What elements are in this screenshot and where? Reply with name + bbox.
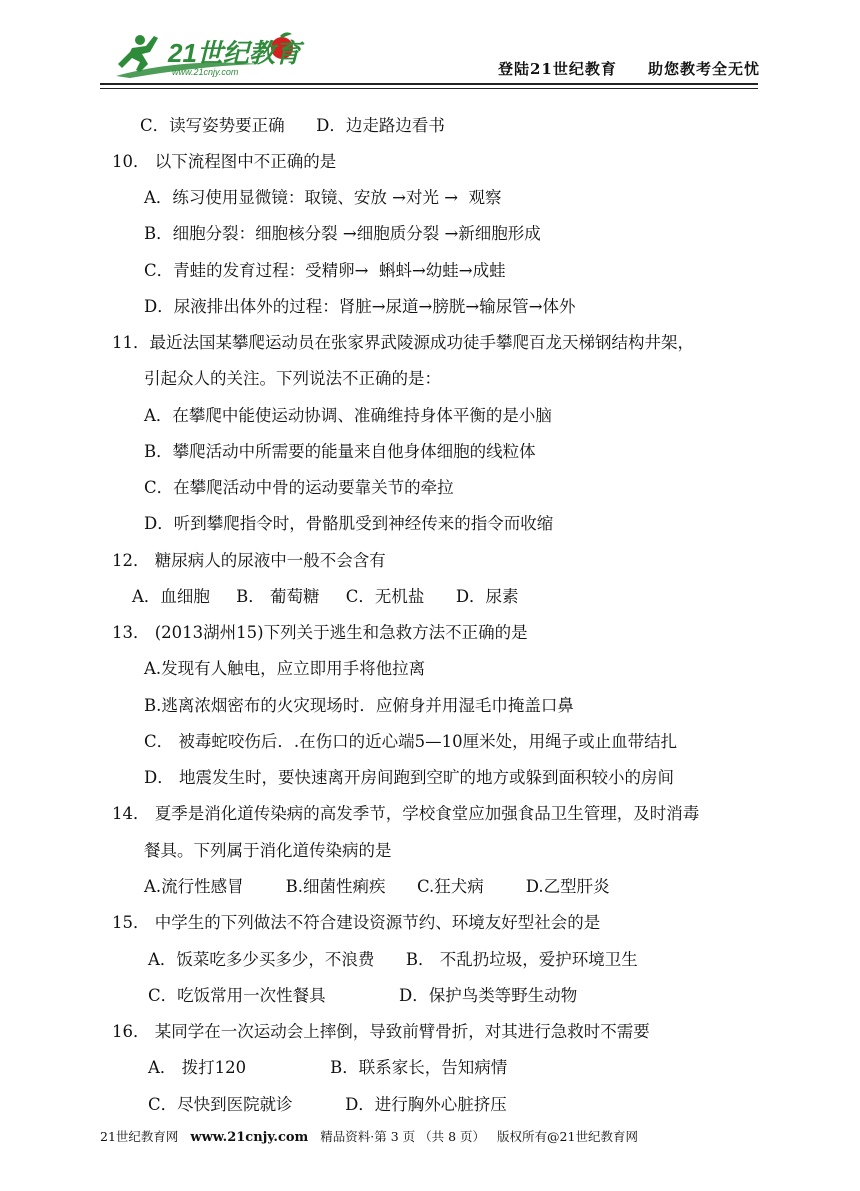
text-line: C．吃饭常用一次性餐具 D．保护鸟类等野生动物 — [148, 986, 578, 1005]
page-footer — [100, 1127, 760, 1145]
text-line: A．血细胞 B． 葡萄糖 C．无机盐 D．尿素 — [132, 587, 519, 606]
footer-copyright: 版权所有@21世纪教育网 — [497, 1129, 638, 1144]
slogan-right: 助您教考全无忧 — [647, 60, 760, 78]
text-line: D．听到攀爬指令时，骨骼肌受到神经传来的指令而收缩 — [144, 514, 554, 533]
text-line: 12． 糖尿病人的尿液中一般不会含有 — [112, 551, 386, 570]
logo-url: www.21cnjy.com — [172, 67, 239, 77]
text-line: C． 被毒蛇咬伤后．.在伤口的近心端5—10厘米处，用绳子或止血带结扎 — [144, 732, 678, 751]
text-line: C．在攀爬活动中骨的运动要靠关节的牵拉 — [144, 478, 454, 497]
text-line: A． 拨打120 B．联系家长，告知病情 — [148, 1058, 508, 1077]
text-line: 16． 某同学在一次运动会上摔倒，导致前臂骨折，对其进行急救时不需要 — [112, 1022, 650, 1041]
site-logo — [110, 28, 310, 80]
logo-text: 21世纪教育 — [168, 38, 301, 68]
text-line: D． 地震发生时，要快速离开房间跑到空旷的地方或躲到面积较小的房间 — [144, 768, 674, 787]
text-line: A.流行性感冒 B.细菌性痢疾 C.狂犬病 D.乙型肝炎 — [144, 877, 610, 896]
text-line: C．青蛙的发育过程：受精卵→ 蝌蚪→幼蛙→成蛙 — [144, 261, 506, 280]
header-rule-thin — [100, 88, 758, 89]
text-line: A．饭菜吃多少买多少，不浪费 B． 不乱扔垃圾，爱护环境卫生 — [148, 950, 638, 969]
footer-site: 21世纪教育网 — [100, 1129, 179, 1144]
text-line: 引起众人的关注。下列说法不正确的是： — [144, 369, 441, 388]
text-line: B．攀爬活动中所需要的能量来自他身体细胞的线粒体 — [144, 442, 536, 461]
text-line: 餐具。下列属于消化道传染病的是 — [144, 841, 392, 860]
footer-page-info: 精品资料·第 3 页 （共 8 页） — [320, 1129, 486, 1144]
text-line: 10． 以下流程图中不正确的是 — [112, 152, 337, 171]
text-line: A．练习使用显微镜：取镜、安放 →对光 → 观察 — [144, 188, 502, 207]
text-line: C．尽快到医院就诊 D．进行胸外心脏挤压 — [148, 1095, 507, 1114]
text-line: B．细胞分裂：细胞核分裂 →细胞质分裂 →新细胞形成 — [144, 224, 541, 243]
slogan-left: 登陆21世纪教育 — [497, 60, 617, 78]
text-line: 11．最近法国某攀爬运动员在张家界武陵源成功徒手攀爬百龙天梯钢结构井架， — [112, 333, 694, 352]
text-line: C．读写姿势要正确 D．边走路边看书 — [140, 116, 445, 135]
text-line: 14． 夏季是消化道传染病的高发季节，学校食堂应加强食品卫生管理，及时消毒 — [112, 804, 700, 823]
logo-graphic — [110, 28, 310, 80]
text-line: 13． (2013湖州15)下列关于逃生和急救方法不正确的是 — [112, 623, 528, 642]
text-line: 15． 中学生的下列做法不符合建设资源节约、环境友好型社会的是 — [112, 913, 601, 932]
text-line: A.发现有人触电，应立即用手将他拉离 — [144, 659, 426, 678]
text-line: D．尿液排出体外的过程：肾脏→尿道→膀胱→输尿管→体外 — [144, 297, 576, 316]
header-slogan — [498, 58, 760, 79]
footer-url[interactable]: www.21cnjy.com — [190, 1130, 309, 1145]
text-line: A．在攀爬中能使运动协调、准确维持身体平衡的是小脑 — [144, 406, 552, 425]
page-header — [100, 28, 760, 86]
header-rule-thick — [100, 83, 758, 85]
runner-icon — [118, 35, 158, 72]
text-line: B.逃离浓烟密布的火灾现场时．应俯身并用湿毛巾掩盖口鼻 — [144, 696, 574, 715]
